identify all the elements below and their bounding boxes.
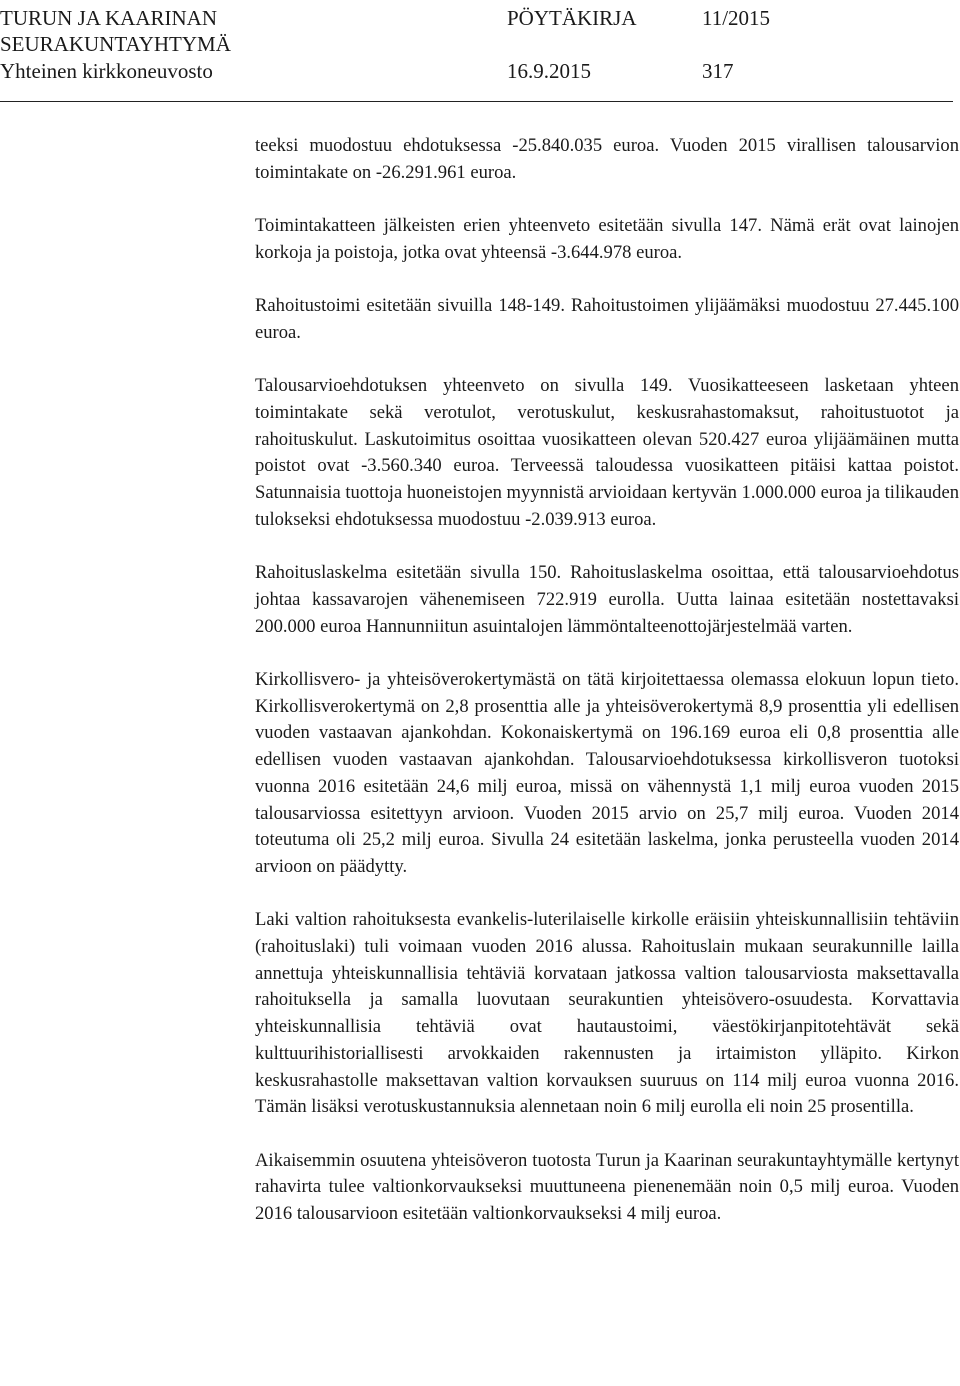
organization-name: TURUN JA KAARINAN bbox=[0, 6, 218, 30]
paragraph: Toimintakatteen jälkeisten erien yhteenveto esitetään sivulla 147. Nämä erät ovat lainojen korkoja ja poistoja, jotka ovat yhteensä -3.644.978 euroa. bbox=[255, 215, 959, 263]
paragraph: Rahoituslaskelma esitetään sivulla 150. Rahoituslaskelma osoittaa, että talousarvioehdotus johtaa kassavarojen vähenemiseen 722.919 eurolla. Uutta lainaa esitetään nostettavaksi 200.000 euroa Hannunniitun asuintalojen lämmöntalteenottojärjestelmää varten. bbox=[255, 562, 959, 637]
paragraph: teeksi muodostuu ehdotuksessa -25.840.035 euroa. Vuoden 2015 virallisen talousarvion toimintakate on -26.291.961 euroa. bbox=[255, 135, 959, 183]
paragraph: Aikaisemmin osuutena yhteisöveron tuotosta Turun ja Kaarinan seurakuntayhtymälle kertynyt rahavirta tulee valtionkorvaukseksi muuttuneena pienenemään noin 0,5 milj euroa. Vuoden 2016 talousarvioon esitetään valtionkorvaukseksi 4 milj euroa. bbox=[255, 1149, 959, 1225]
paragraph: Rahoitustoimi esitetään sivuilla 148-149. Rahoitustoimen ylijäämäksi muodostuu 27.445.100 euroa. bbox=[255, 295, 959, 343]
document-body bbox=[255, 133, 959, 1228]
meeting-date: 16.9.2015 bbox=[507, 59, 591, 83]
governing-body: Yhteinen kirkkoneuvosto bbox=[0, 59, 213, 83]
page-number: 317 bbox=[702, 59, 734, 83]
paragraph: Kirkollisvero- ja yhteisöverokertymästä on tätä kirjoitettaessa olemassa elokuun lopun tieto. Kirkollisverokertymä on 2,8 prosenttia alle ja yhteisöverokertymä 8,9 prosenttia yli edellisen vuoden vastaavan ajankohdan. Kokonaiskertymä on 196.169 euroa eli 0,8 prosenttia alle edellisen vuoden vastaavan ajankohdan. Talousarvioehdotuksessa kirkollisveron tuotoksi vuonna 2016 esitetään 24,6 milj euroa, missä on vähennystä 1,1 milj euroa vuoden 2015 talousarviossa esitettyyn arvioon. Vuoden 2015 arvio on 25,7 milj euroa. Vuoden 2014 toteutuma oli 25,2 milj euroa. Sivulla 24 esitetään laskelma, jonka perusteella vuoden 2014 arvioon on päädytty. bbox=[255, 668, 959, 877]
paragraph: Laki valtion rahoituksesta evankelis-luterilaiselle kirkolle eräisiin yhteiskunnallisiin tehtäviin (rahoituslaki) tuli voimaan vuoden 2016 alussa. Rahoituslain mukaan seurakunnille lailla annettuja yhteiskunnallisia tehtäviä korvataan jatkossa valtion talousarviosta maksettavalla rahoituksella ja samalla luovutaan seurakuntien yhteisövero-osuudesta. Korvattavia yhteiskunnallisia tehtäviä ovat hautaustoimi, väestökirjanpitotehtävät sekä kulttuurihistoriallisesti arvokkaiden rakennusten ja irtaimiston ylläpito. Kirkon keskusrahastolle maksettavan valtion korvauksen suuruus on 114 milj euroa vuonna 2016. Tämän lisäksi verotuskustannuksia alennetaan noin 6 milj eurolla eli noin 25 prosentilla. bbox=[255, 909, 959, 1118]
page-header bbox=[0, 0, 960, 110]
document-type: PÖYTÄKIRJA bbox=[507, 6, 637, 30]
paragraph: Talousarvioehdotuksen yhteenveto on sivulla 149. Vuosikatteeseen lasketaan yhteen toimintakate sekä verotulot, verotuskulut, keskusrahastomaksut, rahoitustuotot ja rahoituskulut. Laskutoimitus osoittaa vuosikatteen olevan 520.427 euroa ylijäämäinen mutta poistot ovat -3.560.340 euroa. Terveessä taloudessa vuosikatteen pitäisi kattaa poistot. Satunnaisia tuottoja huoneistojen myynnistä arvioidaan kertyvän 1.000.000 euroa ja tilikauden tulokseksi ehdotuksessa muodostuu -2.039.913 euroa. bbox=[255, 375, 959, 530]
document-number: 11/2015 bbox=[702, 6, 771, 30]
header-divider bbox=[0, 101, 953, 102]
organization-subname: SEURAKUNTAYHTYMÄ bbox=[0, 32, 231, 56]
